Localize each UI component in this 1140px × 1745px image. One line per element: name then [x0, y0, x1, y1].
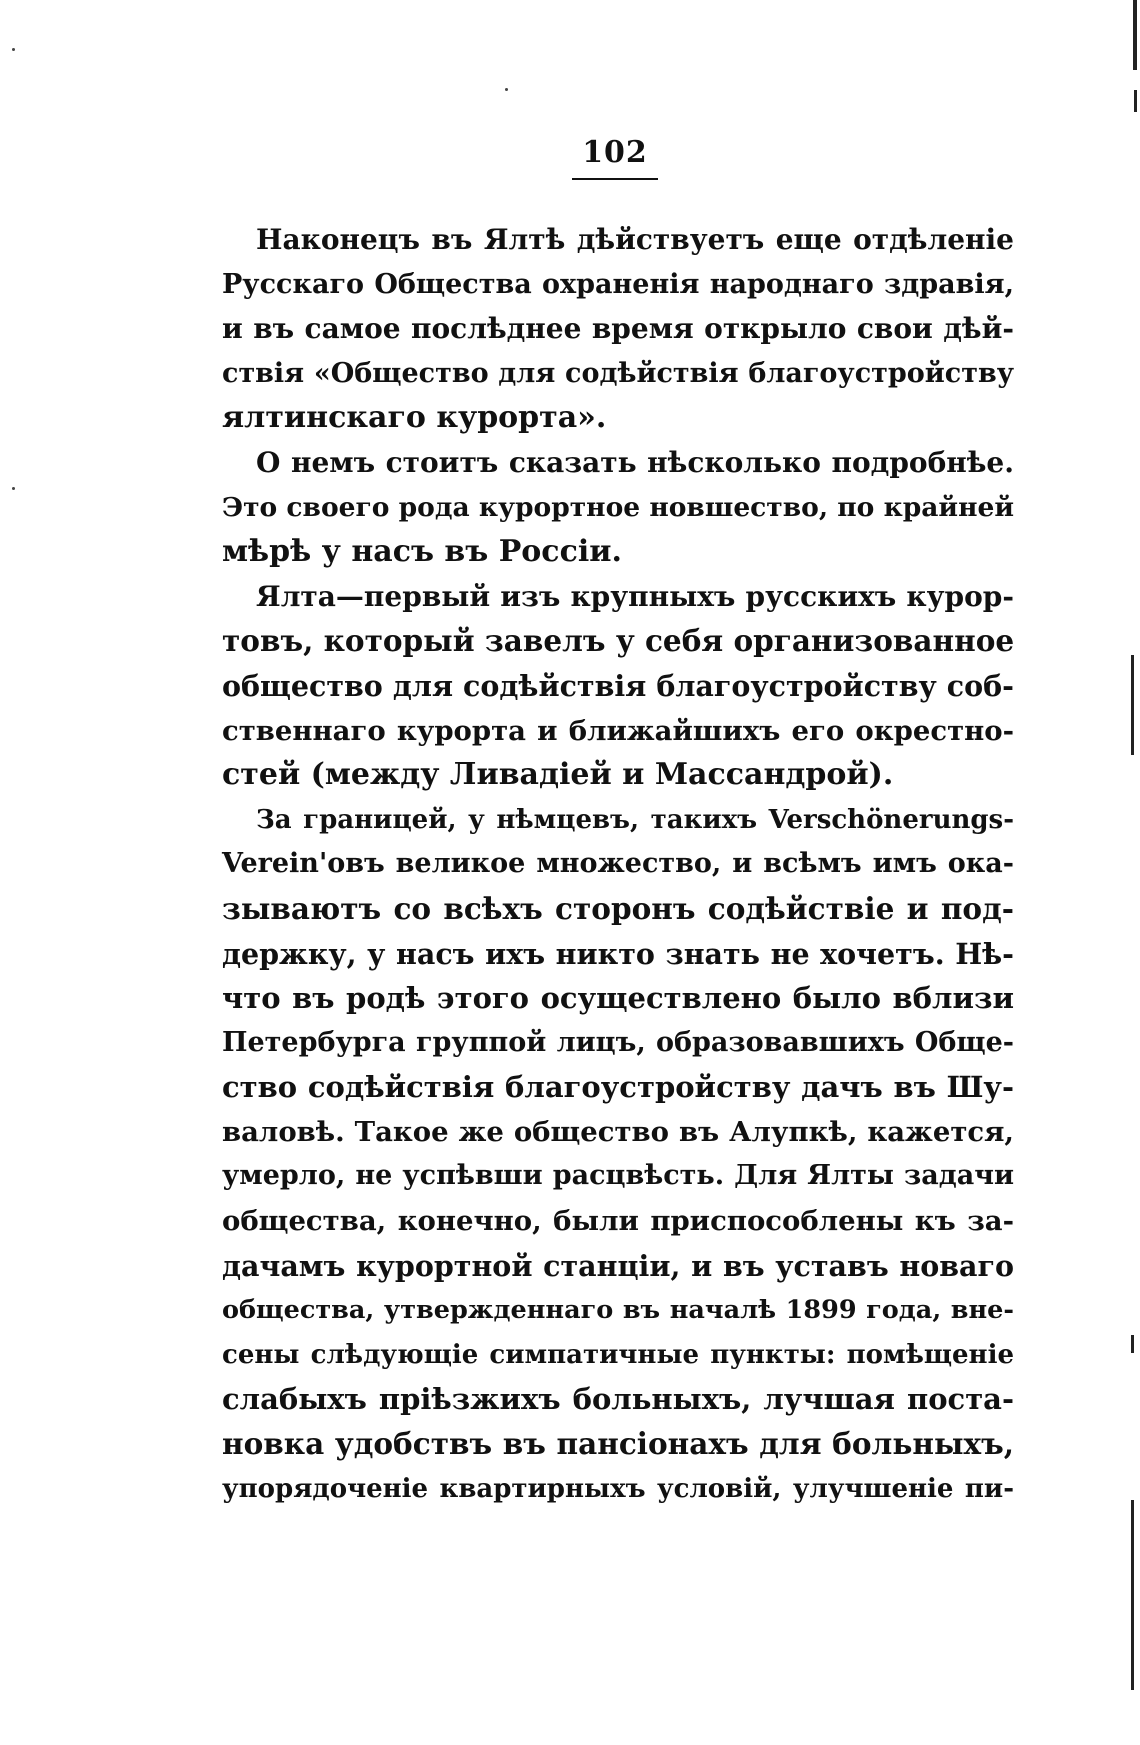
text-line: и въ самое послѣднее время открыло свои дѣй-: [222, 312, 1014, 346]
text-line: общества, утвержденнаго въ началѣ 1899 года, вне-: [222, 1295, 1014, 1326]
text-line: держку, у насъ ихъ никто знать не хочетъ. Нѣ-: [222, 936, 1014, 971]
text-line: товъ, который завелъ у себя организованное: [222, 623, 1015, 659]
text-line: ство содѣйствія благоустройству дачъ въ Шу-: [222, 1070, 1014, 1105]
text-line: новка удобствъ въ пансіонахъ для больныхъ,: [222, 1426, 1014, 1462]
text-line: Это своего рода курортное новшество, по крайней: [222, 491, 1014, 523]
text-line: стей (между Ливадіей и Массандрой).: [222, 757, 894, 793]
text-line: ствія «Общество для содѣйствія благоустройству: [222, 357, 1014, 389]
text-line: Русскаго Общества охраненія народнаго здравія,: [222, 268, 1014, 300]
body-text: [222, 218, 1014, 1511]
scan-edge-mark: [1134, 90, 1137, 112]
text-line: ялтинскаго курорта».: [222, 400, 607, 436]
text-line: что въ родѣ этого осуществлено было вблизи: [222, 981, 1014, 1016]
text-line: общество для содѣйствія благоустройству соб-: [222, 668, 1014, 703]
scan-edge-mark: [1131, 1335, 1134, 1353]
text-line: умерло, не успѣвши расцвѣсть. Для Ялты задачи: [222, 1160, 1014, 1192]
text-line: дачамъ курортной станціи, и въ уставъ новаго: [222, 1248, 1014, 1283]
page-number-rule: [572, 178, 658, 180]
page-number: 102: [582, 135, 648, 170]
text-line: Петербурга группой лицъ, образовавшихъ Обще-: [222, 1026, 1014, 1058]
text-line: Ялта—первый изъ крупныхъ русскихъ курор-: [256, 579, 1014, 613]
text-line: упорядоченіе квартирныхъ условій, улучшеніе пи-: [222, 1473, 1014, 1504]
scan-edge-mark: [1131, 655, 1134, 755]
scan-speck: [505, 88, 508, 91]
scan-edge-mark: [1131, 1500, 1134, 1690]
scan-speck: [12, 48, 15, 51]
text-line: Verein'овъ великое множество, и всѣмъ имъ ока-: [222, 848, 1014, 880]
text-line: слабыхъ пріѣзжихъ больныхъ, лучшая поста-: [222, 1382, 1014, 1417]
text-line: мѣрѣ у насъ въ Россіи.: [222, 534, 622, 570]
scan-edge-mark: [1133, 0, 1137, 70]
text-line: зываютъ со всѣхъ сторонъ содѣйствіе и под-: [222, 890, 1014, 926]
text-line: валовѣ. Такое же общество въ Алупкѣ, кажется,: [222, 1115, 1014, 1148]
text-line: ственнаго курорта и ближайшихъ его окрестно-: [222, 714, 1014, 747]
text-line: сены слѣдующіе симпатичные пункты: помѣщеніе: [222, 1339, 1014, 1370]
scan-speck: [12, 487, 15, 490]
text-line: За границей, у нѣмцевъ, такихъ Verschönerungs-: [256, 804, 1014, 835]
text-line: О немъ стоитъ сказать нѣсколько подробнѣе.: [256, 445, 1014, 479]
text-line: Наконецъ въ Ялтѣ дѣйствуетъ еще отдѣленіе: [256, 223, 1014, 256]
text-line: общества, конечно, были приспособлены къ за-: [222, 1205, 1014, 1238]
